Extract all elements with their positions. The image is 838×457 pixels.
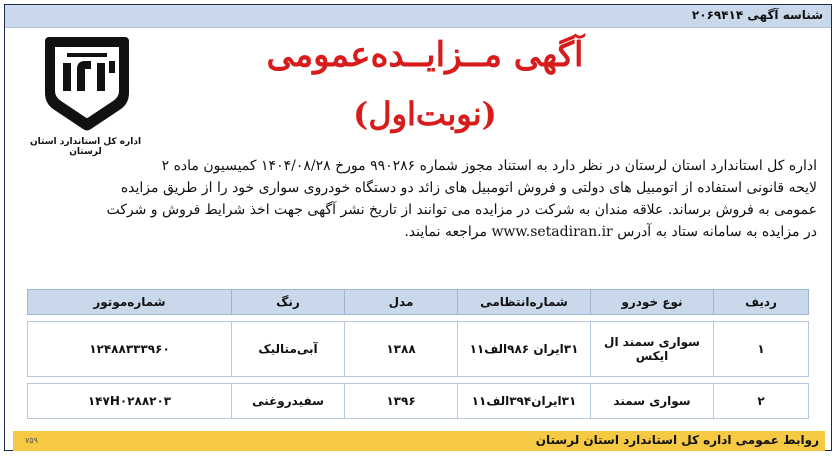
- cell-row-number: ۲: [714, 384, 809, 419]
- notice-subtitle: (نوبت‌اول): [353, 95, 497, 133]
- cell-model: ۱۳۹۶: [345, 384, 458, 419]
- body-line: عمومی به فروش برساند. علاقه مندان به شرکت در مزایده می توانند از تاریخ نشر آگهی جهت اخذ شرایط فروش و شرکت: [106, 202, 817, 218]
- cell-plate-number: ۳۱ایران۳۹۴الف۱۱: [458, 384, 591, 419]
- cell-engine-number: ۱۴۷H۰۲۸۸۲۰۳: [28, 384, 232, 419]
- footer-bar: [13, 431, 825, 451]
- standard-logo-icon: [43, 33, 131, 133]
- cell-model: ۱۳۸۸: [345, 322, 458, 377]
- body-line: لایحه قانونی استفاده از اتومبیل های دولتی و فروش اتومبیل های زائد دو دستگاه خودروی سواری خود را از طریق مزایده: [120, 180, 817, 196]
- table-header-row: [28, 290, 809, 315]
- notice-body: [17, 155, 817, 243]
- table-row: [28, 384, 809, 419]
- header-row-number: ردیف: [714, 290, 809, 315]
- logo-caption: اداره کل استاندارد استان لرستان: [29, 137, 142, 157]
- cell-color: آبی‌متالیک: [232, 322, 345, 377]
- cell-vehicle-type: سواری سمند: [591, 384, 714, 419]
- cell-engine-number: ۱۲۴۸۸۳۳۳۹۶۰: [28, 322, 232, 377]
- header-vehicle-type: نوع خودرو: [591, 290, 714, 315]
- table-row: [28, 322, 809, 377]
- header-engine-number: شماره‌موتور: [28, 290, 232, 315]
- page-number: ۷۵۹: [25, 436, 38, 445]
- header-color: رنگ: [232, 290, 345, 315]
- notice-code: شناسه آگهی ۲۰۶۹۴۱۴: [691, 8, 823, 22]
- cell-plate-number: ۳۱ایران ۹۸۶الف۱۱: [458, 322, 591, 377]
- body-line: در مزایده به سامانه ستاد به آدرس www.setadiran.ir مراجعه نمایند.: [404, 224, 817, 240]
- notice-code-bar: [5, 5, 831, 28]
- body-line: اداره کل استاندارد استان لرستان در نظر دارد به استناد مجوز شماره ۹۹۰۲۸۶ مورخ ۱۴۰۴/۰۸/۲۸ کمیسیون ماده ۲: [161, 158, 817, 174]
- header-model: مدل: [345, 290, 458, 315]
- logo: [13, 33, 158, 158]
- notice-title: آگهی مــزایــده‌عمومی: [266, 35, 584, 75]
- cell-vehicle-type: سواری سمند ال ایکس: [591, 322, 714, 377]
- footer-text: روابط عمومی اداره کل استاندارد استان لرستان: [535, 433, 819, 447]
- cell-row-number: ۱: [714, 322, 809, 377]
- header-plate-number: شماره‌انتظامی: [458, 290, 591, 315]
- vehicles-table: [27, 289, 809, 419]
- notice-frame: [4, 4, 832, 451]
- cell-color: سفیدروغنی: [232, 384, 345, 419]
